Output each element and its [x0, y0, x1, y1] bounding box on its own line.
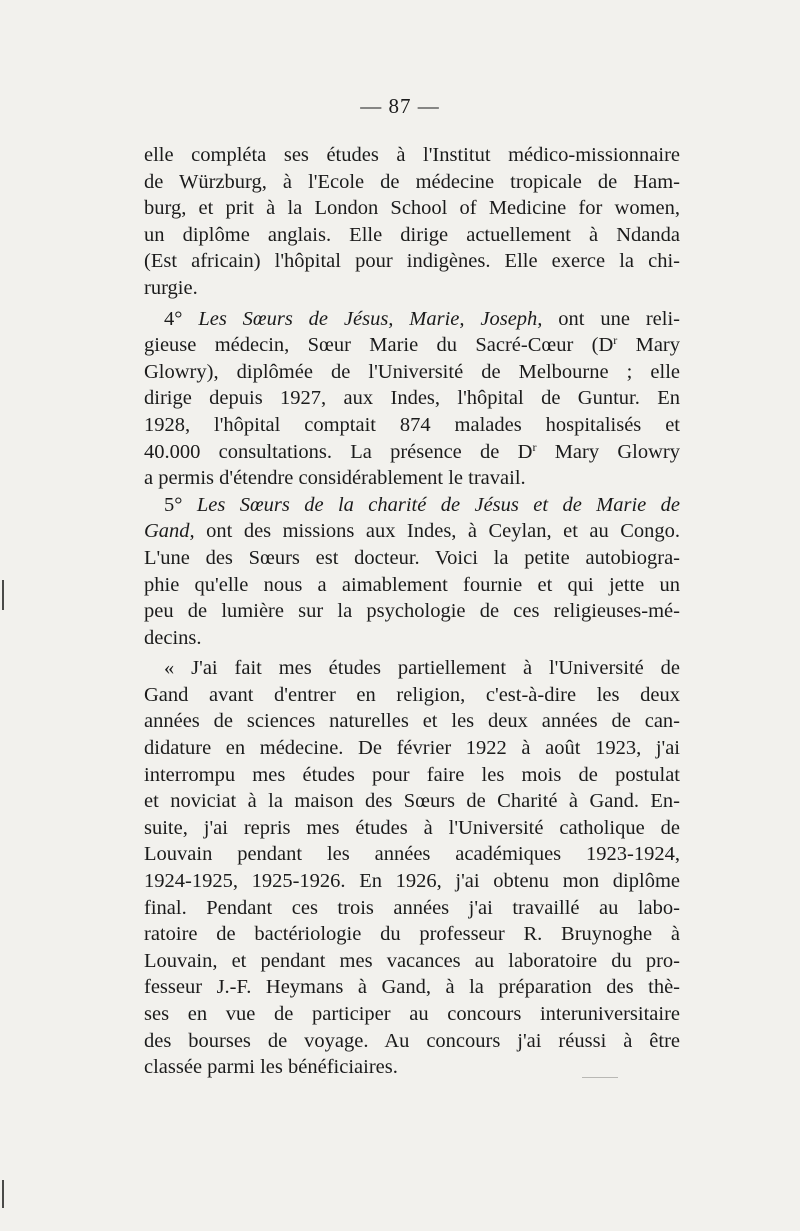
text-segment: gieuse médecin, Sœur Marie du Sacré-Cœur (D [144, 334, 614, 357]
text-segment: final. Pendant ces trois années j'ai travaillé au labo- [144, 896, 680, 919]
text-segment: « J'ai fait mes études partiellement à l'Université de [164, 657, 680, 680]
text-segment: des bourses de voyage. Au concours j'ai réussi à être [144, 1029, 680, 1052]
text-segment: Gand avant d'entrer en religion, c'est-à-dire les deux [144, 683, 680, 706]
text-line [144, 248, 680, 275]
text-line [144, 735, 680, 762]
text-line [144, 948, 680, 975]
text-segment: Glowry), diplômée de l'Université de Melbourne ; elle [144, 360, 680, 383]
text-segment: 5° [164, 493, 197, 516]
text-line [144, 412, 680, 439]
scan-edge-mark [2, 1180, 4, 1208]
text-segment: rurgie. [144, 276, 198, 299]
italic-text: Gand, [144, 520, 195, 543]
text-segment: un diplôme anglais. Elle dirige actuellement à Ndanda [144, 223, 680, 246]
text-segment: suite, j'ai repris mes études à l'Université catholique de [144, 816, 680, 839]
text-segment: Mary [617, 334, 680, 357]
text-line [144, 655, 680, 682]
text-segment: Louvain pendant les années académiques 1923-1924, [144, 843, 680, 866]
text-line [144, 492, 680, 519]
italic-text: Les Sœurs de la charité de Jésus et de Marie de [196, 493, 681, 516]
italic-text: Les Sœurs de Jésus, Marie, Joseph, [198, 307, 543, 330]
text-segment: et noviciat à la maison des Sœurs de Charité à Gand. En- [144, 790, 680, 813]
text-segment: phie qu'elle nous a aimablement fournie et qui jette un [144, 573, 680, 596]
text-segment: 4° [164, 307, 199, 330]
text-line [144, 518, 680, 545]
text-line [144, 625, 680, 652]
text-segment: interrompu mes études pour faire les mois de postulat [144, 763, 680, 786]
text-line [144, 572, 680, 599]
page-number: — 87 — [360, 94, 440, 118]
text-line [144, 439, 680, 466]
text-segment: Louvain, et pendant mes vacances au laboratoire du pro- [144, 949, 680, 972]
text-line [144, 788, 680, 815]
text-segment: (Est africain) l'hôpital pour indigènes. Elle exerce la chi- [144, 250, 680, 273]
text-segment: ont une reli- [542, 307, 680, 330]
scan-smudge [582, 1077, 618, 1078]
text-segment: decins. [144, 626, 202, 649]
text-line [144, 815, 680, 842]
text-segment: elle compléta ses études à l'Institut médico-missionnaire [144, 144, 680, 166]
text-line [144, 169, 680, 196]
text-line [144, 332, 680, 359]
text-line [144, 195, 680, 222]
text-line [144, 306, 680, 333]
text-segment: ratoire de bactériologie du professeur R. Bruynoghe à [144, 923, 680, 946]
text-line [144, 545, 680, 572]
text-segment: 1924-1925, 1925-1926. En 1926, j'ai obtenu mon diplôme [144, 870, 680, 893]
text-line [144, 682, 680, 709]
text-segment: 1928, l'hôpital comptait 874 malades hospitalisés et [144, 413, 680, 436]
scan-edge-mark [2, 580, 4, 610]
text-line [144, 1028, 680, 1055]
text-segment: dirige depuis 1927, aux Indes, l'hôpital de Guntur. En [144, 387, 680, 410]
text-line [144, 868, 680, 895]
text-segment: L'une des Sœurs est docteur. Voici la petite autobiogra- [144, 546, 680, 569]
text-line [144, 921, 680, 948]
superscript: r [532, 439, 537, 454]
text-segment: fesseur J.-F. Heymans à Gand, à la préparation des thè- [144, 976, 680, 999]
text-line [144, 142, 680, 169]
text-segment: peu de lumière sur la psychologie de ces religieuses-mé- [144, 600, 680, 623]
text-line [144, 762, 680, 789]
text-line [144, 708, 680, 735]
text-line [144, 974, 680, 1001]
text-line [144, 385, 680, 412]
text-line [144, 841, 680, 868]
text-line [144, 1001, 680, 1028]
text-line [144, 359, 680, 386]
text-segment: ses en vue de participer au concours interuniversitaire [144, 1003, 680, 1025]
text-segment: 40.000 consultations. La présence de D [144, 440, 533, 463]
text-segment: années de sciences naturelles et les deux années de can- [144, 710, 680, 733]
text-segment: classée parmi les bénéficiaires. [144, 1056, 398, 1079]
text-segment: ont des missions aux Indes, à Ceylan, et au Congo. [194, 520, 680, 543]
text-line [144, 275, 680, 302]
text-segment: de Würzburg, à l'Ecole de médecine tropicale de Ham- [144, 170, 680, 193]
text-segment: Mary Glowry [536, 440, 680, 463]
text-line [144, 598, 680, 625]
text-segment: didature en médecine. De février 1922 à août 1923, j'ai [144, 737, 680, 760]
text-segment: a permis d'étendre considérablement le travail. [144, 467, 526, 490]
text-line [144, 222, 680, 249]
body-text [144, 142, 680, 1081]
text-segment: burg, et prit à la London School of Medicine for women, [144, 197, 680, 220]
text-line [144, 465, 680, 492]
text-line [144, 895, 680, 922]
superscript: r [613, 333, 618, 348]
